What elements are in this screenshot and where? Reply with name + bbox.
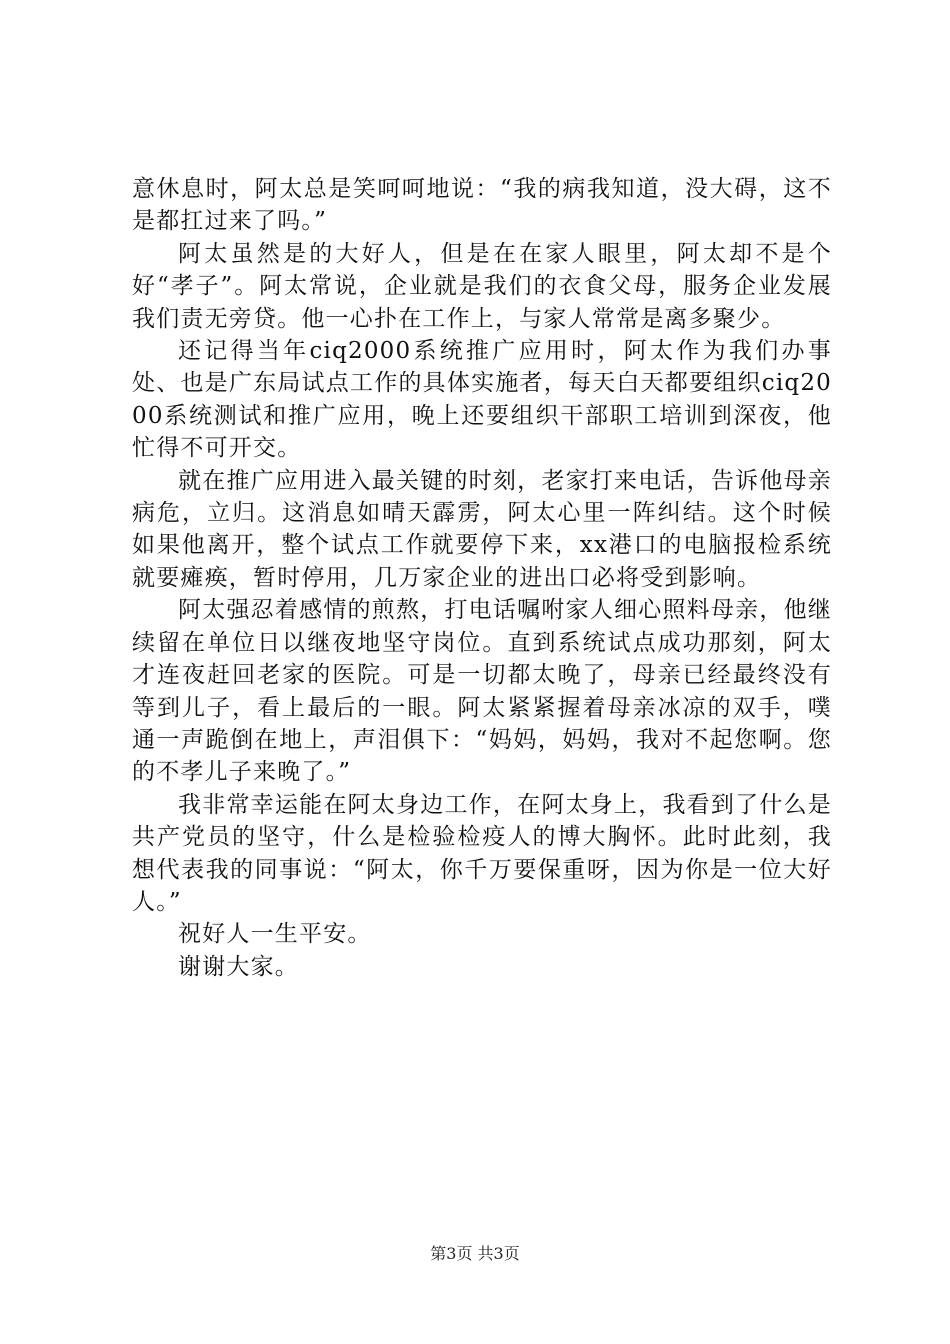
page-number-footer: 第3页 共3页	[430, 1244, 520, 1263]
paragraph: 就在推广应用进入最关键的时刻，老家打来电话，告诉他母亲病危，立归。这消息如晴天霹雳，阿太心里一阵纠结。这个时候如果他离开，整个试点工作就要停下来，xx港口的电脑报检系统就要瘫痪，暂时停用，几万家企业的进出口必将受到影响。	[132, 467, 832, 591]
paragraph: 阿太虽然是的大好人，但是在在家人眼里，阿太却不是个好“孝子”。阿太常说，企业就是我们的衣食父母，服务企业发展我们责无旁贷。他一心扑在工作上，与家人常常是离多聚少。	[132, 240, 832, 332]
paragraph: 阿太强忍着感情的煎熬，打电话嘱咐家人细心照料母亲，他继续留在单位日以继夜地坚守岗位。直到系统试点成功那刻，阿太才连夜赶回老家的医院。可是一切都太晚了，母亲已经最终没有等到儿子，看上最后的一眼。阿太紧紧握着母亲冰凉的双手，噗通一声跪倒在地上，声泪俱下：“妈妈，妈妈，我对不起您啊。您的不孝儿子来晚了。”	[132, 597, 832, 786]
paragraph-continuation: 意休息时，阿太总是笑呵呵地说：“我的病我知道，没大碍，这不是都扛过来了吗。”	[132, 176, 832, 235]
paragraph: 还记得当年ciq2000系统推广应用时，阿太作为我们办事处、也是广东局试点工作的具体实施者，每天白天都要组织ciq2000系统测试和推广应用，晚上还要组织干部职工培训到深夜，他忙得不可开交。	[132, 338, 832, 462]
closing-wish: 祝好人一生平安。	[178, 921, 372, 948]
paragraph: 我非常幸运能在阿太身边工作，在阿太身上，我看到了什么是共产党员的坚守，什么是检验检疫人的博大胸怀。此时此刻，我想代表我的同事说：“阿太，你千万要保重呀，因为你是一位大好人。”	[132, 791, 832, 915]
closing-thanks: 谢谢大家。	[178, 953, 299, 980]
document-body	[132, 173, 832, 983]
